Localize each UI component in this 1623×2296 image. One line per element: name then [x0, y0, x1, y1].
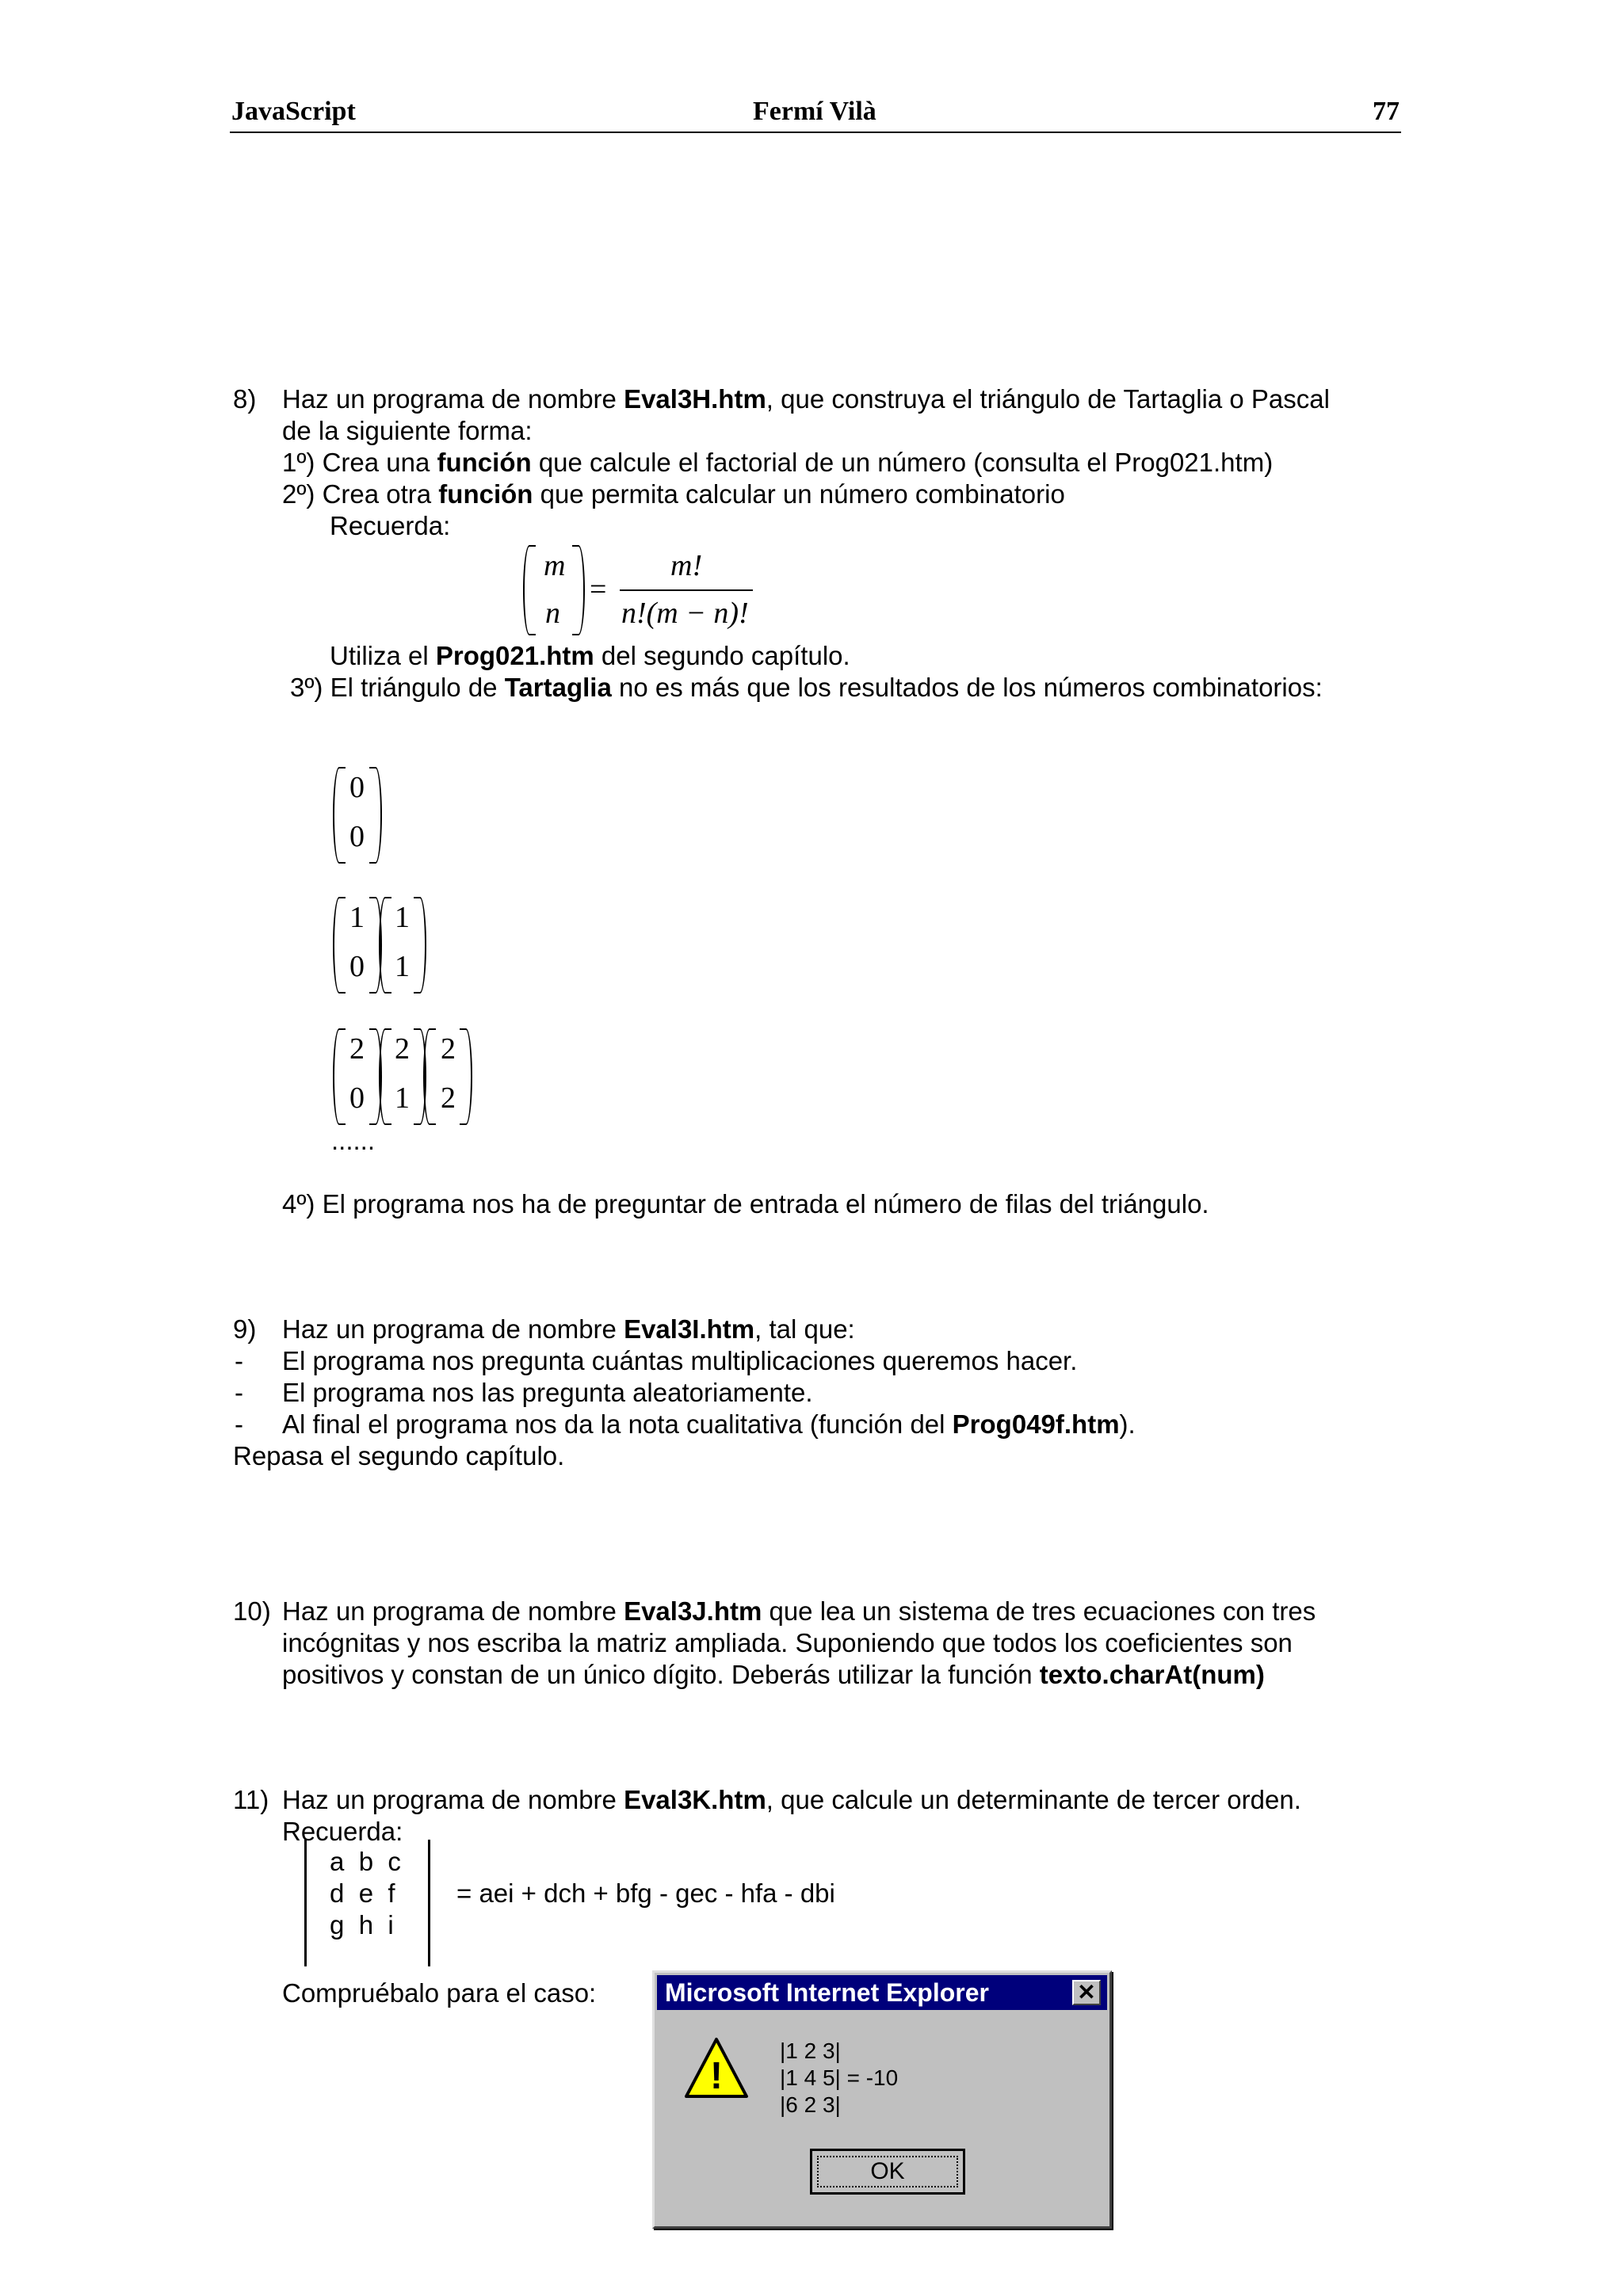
- item11-compruebalo: Compruébalo para el caso:: [282, 1978, 597, 2008]
- binom-bottom: 1: [395, 950, 410, 983]
- ok-button[interactable]: [810, 2149, 965, 2195]
- dialog-message-line1: |1 2 3|: [780, 2039, 841, 2063]
- running-header-title: JavaScript: [231, 97, 356, 126]
- running-header-author: Fermí Vilà: [753, 97, 876, 126]
- focus-ring: [817, 2156, 958, 2187]
- bullet-dash: -: [235, 1346, 243, 1375]
- item8-step2: 2º) Crea otra función que permita calcular un número combinatorio: [282, 479, 1065, 509]
- dialog-message-line2: |1 4 5| = -10: [780, 2065, 899, 2090]
- item10-line3: positivos y constan de un único dígito. Deberás utilizar la función texto.charAt(num): [282, 1660, 1265, 1689]
- binom-paren: [379, 897, 391, 994]
- binom-paren: [414, 897, 426, 994]
- warning-glyph: !: [710, 2055, 723, 2097]
- item11-recuerda: Recuerda:: [282, 1817, 403, 1846]
- det-row-2: d e f: [330, 1878, 395, 1908]
- binom-bottom: 0: [349, 950, 365, 983]
- det-expansion: = aei + dch + bfg - gec - hfa - dbi: [456, 1878, 835, 1908]
- formula-equals: =: [590, 573, 607, 606]
- formula-right-paren: [572, 545, 585, 635]
- formula-top: m: [544, 549, 566, 582]
- dialog-titlebar: [657, 1975, 1107, 2010]
- binom-paren: [333, 897, 346, 994]
- item9-repasa: Repasa el segundo capítulo.: [233, 1441, 565, 1470]
- item10-line1: Haz un programa de nombre Eval3J.htm que lea un sistema de tres ecuaciones con tres: [282, 1596, 1316, 1626]
- item8-number: 8): [233, 384, 257, 414]
- item9-line1: Haz un programa de nombre Eval3I.htm, tal que:: [282, 1314, 855, 1344]
- item9-bullet3: Al final el programa nos da la nota cualitativa (función del Prog049f.htm).: [282, 1409, 1136, 1439]
- item10-line2: incógnitas y nos escriba la matriz ampliada. Suponiendo que todos los coeficientes son: [282, 1628, 1293, 1657]
- binom-top: 1: [349, 901, 365, 934]
- item8-step3: 3º) El triángulo de Tartaglia no es más que los resultados de los números combinatorios:: [290, 673, 1323, 702]
- dialog-message-line3: |6 2 3|: [780, 2092, 841, 2117]
- alert-dialog: [652, 1970, 1112, 2229]
- item9-bullet1: El programa nos pregunta cuántas multiplicaciones queremos hacer.: [282, 1346, 1078, 1375]
- item8-recuerda: Recuerda:: [330, 511, 451, 540]
- det-left-bar: [304, 1840, 307, 1966]
- binom-top: 2: [395, 1032, 410, 1066]
- binom-top: 2: [349, 1032, 365, 1066]
- ok-button-label: OK: [870, 2158, 905, 2184]
- formula-left-paren: [523, 545, 536, 635]
- binom-paren: [379, 1028, 391, 1125]
- item8-step4: 4º) El programa nos ha de preguntar de entrada el número de filas del triángulo.: [282, 1189, 1209, 1219]
- item9-bullet2: El programa nos las pregunta aleatoriamente.: [282, 1378, 813, 1407]
- det-row-1: a b c: [330, 1847, 401, 1876]
- item8-line2: de la siguiente forma:: [282, 416, 533, 445]
- dialog-title: Microsoft Internet Explorer: [665, 1978, 989, 2007]
- item11-number: 11): [233, 1785, 269, 1814]
- item8-line1: Haz un programa de nombre Eval3H.htm, que construya el triángulo de Tartaglia o Pascal: [282, 384, 1330, 414]
- binom-bottom: 0: [349, 1081, 365, 1115]
- page-number: 77: [1373, 97, 1400, 126]
- ellipsis: ......: [331, 1126, 376, 1155]
- binom-paren: [333, 1028, 346, 1125]
- item8-utiliza: Utiliza el Prog021.htm del segundo capítulo.: [330, 641, 850, 670]
- item10-number: 10): [233, 1596, 271, 1626]
- binom-paren: [333, 767, 346, 864]
- binom-bottom: 0: [349, 820, 365, 853]
- close-icon: ✕: [1077, 1980, 1096, 2004]
- bullet-dash: -: [235, 1409, 243, 1439]
- bullet-dash: -: [235, 1378, 243, 1407]
- close-button[interactable]: [1072, 1980, 1101, 2005]
- warning-icon: [683, 2036, 750, 2100]
- formula-numerator: m!: [670, 549, 703, 582]
- det-row-3: g h i: [330, 1910, 394, 1939]
- binom-paren: [460, 1028, 472, 1125]
- formula-denominator: n!(m − n)!: [621, 597, 749, 630]
- binom-bottom: 1: [395, 1081, 410, 1115]
- item9-number: 9): [233, 1314, 257, 1344]
- binom-paren: [423, 1028, 436, 1125]
- fraction-bar: [620, 589, 753, 591]
- item11-line1: Haz un programa de nombre Eval3K.htm, que calcule un determinante de tercer orden.: [282, 1785, 1301, 1814]
- header-rule: [230, 132, 1401, 133]
- formula-bottom: n: [545, 597, 560, 630]
- item8-step1: 1º) Crea una función que calcule el factorial de un número (consulta el Prog021.htm): [282, 448, 1274, 477]
- binom-bottom: 2: [441, 1081, 456, 1115]
- binom-paren: [369, 767, 382, 864]
- binom-top: 2: [441, 1032, 456, 1066]
- binom-top: 0: [349, 771, 365, 804]
- binom-top: 1: [395, 901, 410, 934]
- det-right-bar: [428, 1840, 430, 1966]
